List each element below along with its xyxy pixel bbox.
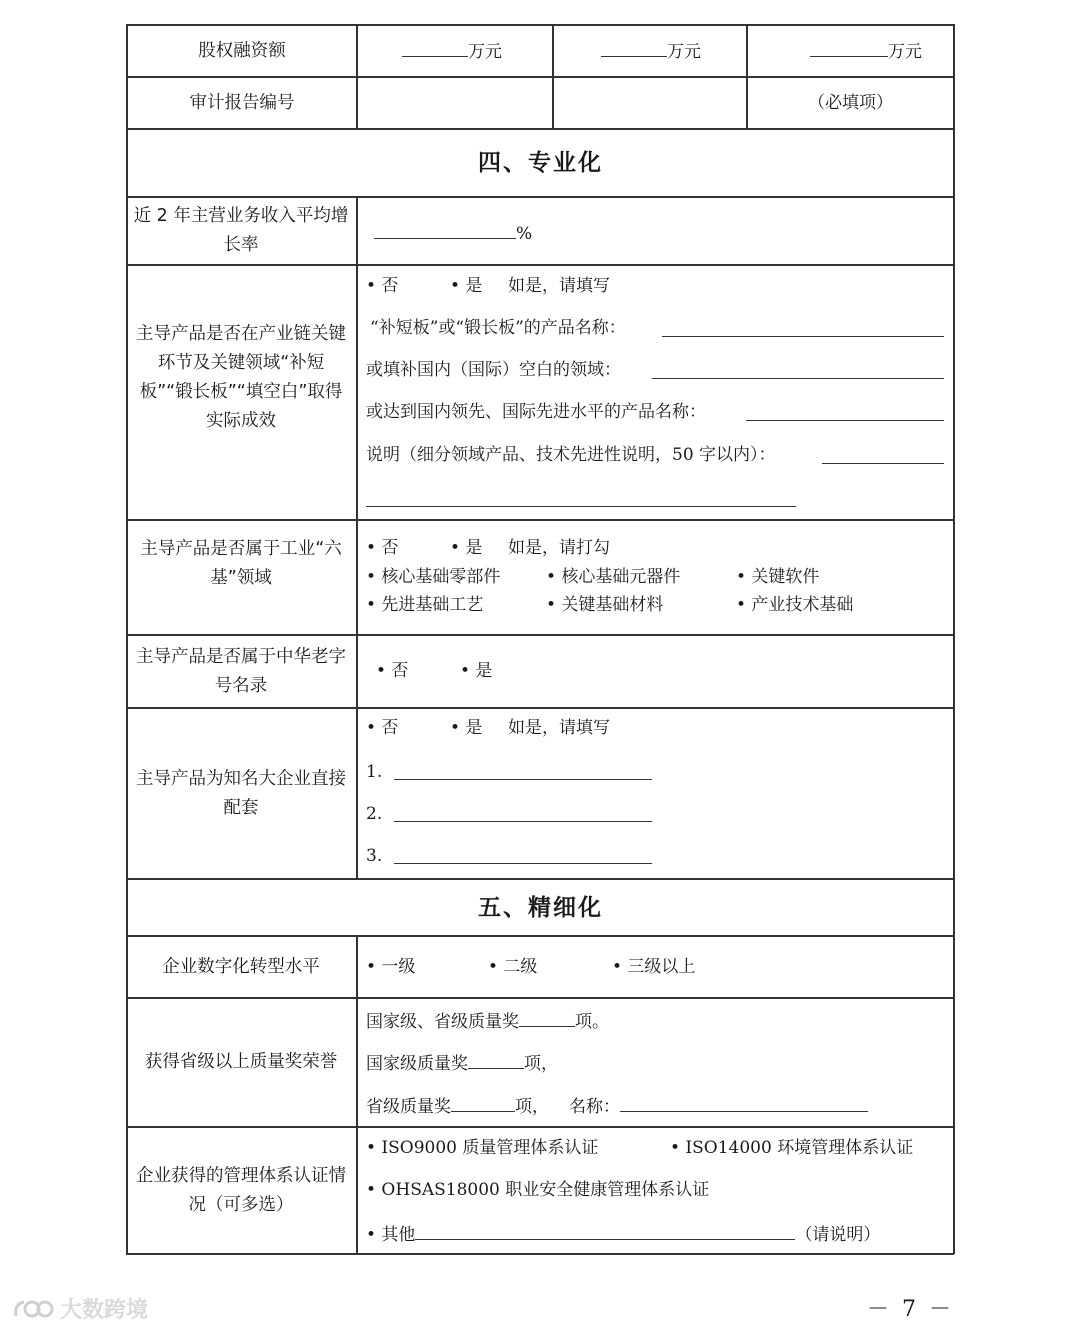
audit-report-number-label: 审计报告编号 <box>189 92 295 113</box>
cert-iso14000-option[interactable]: • ISO14000 环境管理体系认证 <box>670 1138 914 1158</box>
supply-no-option[interactable]: • 否 <box>366 718 399 738</box>
quality-provincial-field[interactable]: 省级质量奖 项， 名称： <box>366 1093 868 1119</box>
quality-award-label: 获得省级以上质量奖荣誉 <box>144 1052 338 1072</box>
supply-item-3-input[interactable] <box>394 863 652 864</box>
supply-item-2-number: 2. <box>366 804 383 824</box>
six-basics-no-option[interactable]: • 否 <box>366 538 399 558</box>
cert-iso9000-option[interactable]: • ISO9000 质量管理体系认证 <box>366 1138 599 1158</box>
chain-description-input-line2[interactable] <box>366 506 796 507</box>
watermark: 大数跨境 <box>12 1293 148 1324</box>
six-basics-option-key-software[interactable]: • 关键软件 <box>736 567 820 587</box>
time-honored-label: 主导产品是否属于中华老字号名录 <box>136 646 346 696</box>
section-title-specialization: 四、专业化 <box>478 150 603 176</box>
equity-year1-field[interactable]: 万元 <box>402 38 502 64</box>
equity-year3-field[interactable]: 万元 <box>810 38 922 64</box>
audit-year1-field[interactable] <box>358 78 552 128</box>
audit-year2-field[interactable] <box>554 78 746 128</box>
equity-financing-label: 股权融资额 <box>198 40 286 61</box>
time-honored-yes-option[interactable]: • 是 <box>460 661 493 681</box>
digital-level-2-option[interactable]: • 二级 <box>488 957 538 977</box>
six-basics-label: 主导产品是否属于工业“六基”领域 <box>140 538 342 588</box>
quality-total-field[interactable]: 国家级、省级质量奖 项。 <box>366 1008 609 1034</box>
six-basics-option-industrial-tech[interactable]: • 产业技术基础 <box>736 595 854 615</box>
chain-fill-gap-label: 或填补国内（国际）空白的领域： <box>366 360 621 380</box>
digital-level-1-option[interactable]: • 一级 <box>366 957 416 977</box>
chain-description-label: 说明（细分领域产品、技术先进性说明，50 字以内）： <box>366 445 776 465</box>
cert-other-option[interactable]: • 其他 （请说明） <box>366 1221 880 1247</box>
supply-item-2-input[interactable] <box>394 821 652 822</box>
supply-item-3-number: 3. <box>366 846 383 866</box>
section-title-refinement: 五、精细化 <box>478 894 603 921</box>
revenue-growth-label: 近 2 年主营业务收入平均增长率 <box>133 206 349 255</box>
chain-product-name-label: “补短板”或“锻长板”的产品名称： <box>370 318 626 338</box>
chain-yes-option[interactable]: • 是 <box>450 276 483 296</box>
six-basics-hint: 如是，请打勾 <box>508 538 610 558</box>
supply-hint: 如是，请填写 <box>508 718 610 738</box>
supply-item-1-input[interactable] <box>394 779 652 780</box>
time-honored-no-option[interactable]: • 否 <box>376 661 409 681</box>
supply-large-enterprise-label: 主导产品为知名大企业直接配套 <box>136 768 346 818</box>
chain-hint: 如是，请填写 <box>508 276 610 296</box>
chain-leading-label: 或达到国内领先、国际先进水平的产品名称： <box>366 402 706 422</box>
chain-description-input[interactable] <box>822 463 944 464</box>
chain-leading-input[interactable] <box>746 420 944 421</box>
six-basics-yes-option[interactable]: • 是 <box>450 538 483 558</box>
six-basics-option-process[interactable]: • 先进基础工艺 <box>366 595 484 615</box>
equity-year2-field[interactable]: 万元 <box>601 38 701 64</box>
six-basics-option-materials[interactable]: • 关键基础材料 <box>546 595 664 615</box>
watermark-logo-icon <box>12 1296 54 1322</box>
supply-yes-option[interactable]: • 是 <box>450 718 483 738</box>
chain-no-option[interactable]: • 否 <box>366 276 399 296</box>
audit-required-note[interactable]: （必填项） <box>808 93 893 113</box>
cert-ohsas18000-option[interactable]: • OHSAS18000 职业安全健康管理体系认证 <box>366 1180 710 1200</box>
chain-fill-gap-input[interactable] <box>652 378 944 379</box>
management-certification-label: 企业获得的管理体系认证情况（可多选） <box>136 1165 346 1215</box>
supply-item-1-number: 1. <box>366 762 383 782</box>
digital-level-3-option[interactable]: • 三级以上 <box>612 957 696 977</box>
digital-transformation-label: 企业数字化转型水平 <box>162 956 320 977</box>
quality-national-field[interactable]: 国家级质量奖 项， <box>366 1050 558 1076</box>
revenue-growth-field[interactable]: % <box>374 220 532 246</box>
six-basics-option-core-components[interactable]: • 核心基础元器件 <box>546 567 681 587</box>
page-number: － 7 － <box>867 1297 954 1322</box>
six-basics-option-core-parts[interactable]: • 核心基础零部件 <box>366 567 501 587</box>
key-chain-label: 主导产品是否在产业链关键环节及关键领域“补短板”“锻长板”“填空白”取得实际成效 <box>136 323 346 431</box>
chain-product-name-input[interactable] <box>662 336 944 337</box>
